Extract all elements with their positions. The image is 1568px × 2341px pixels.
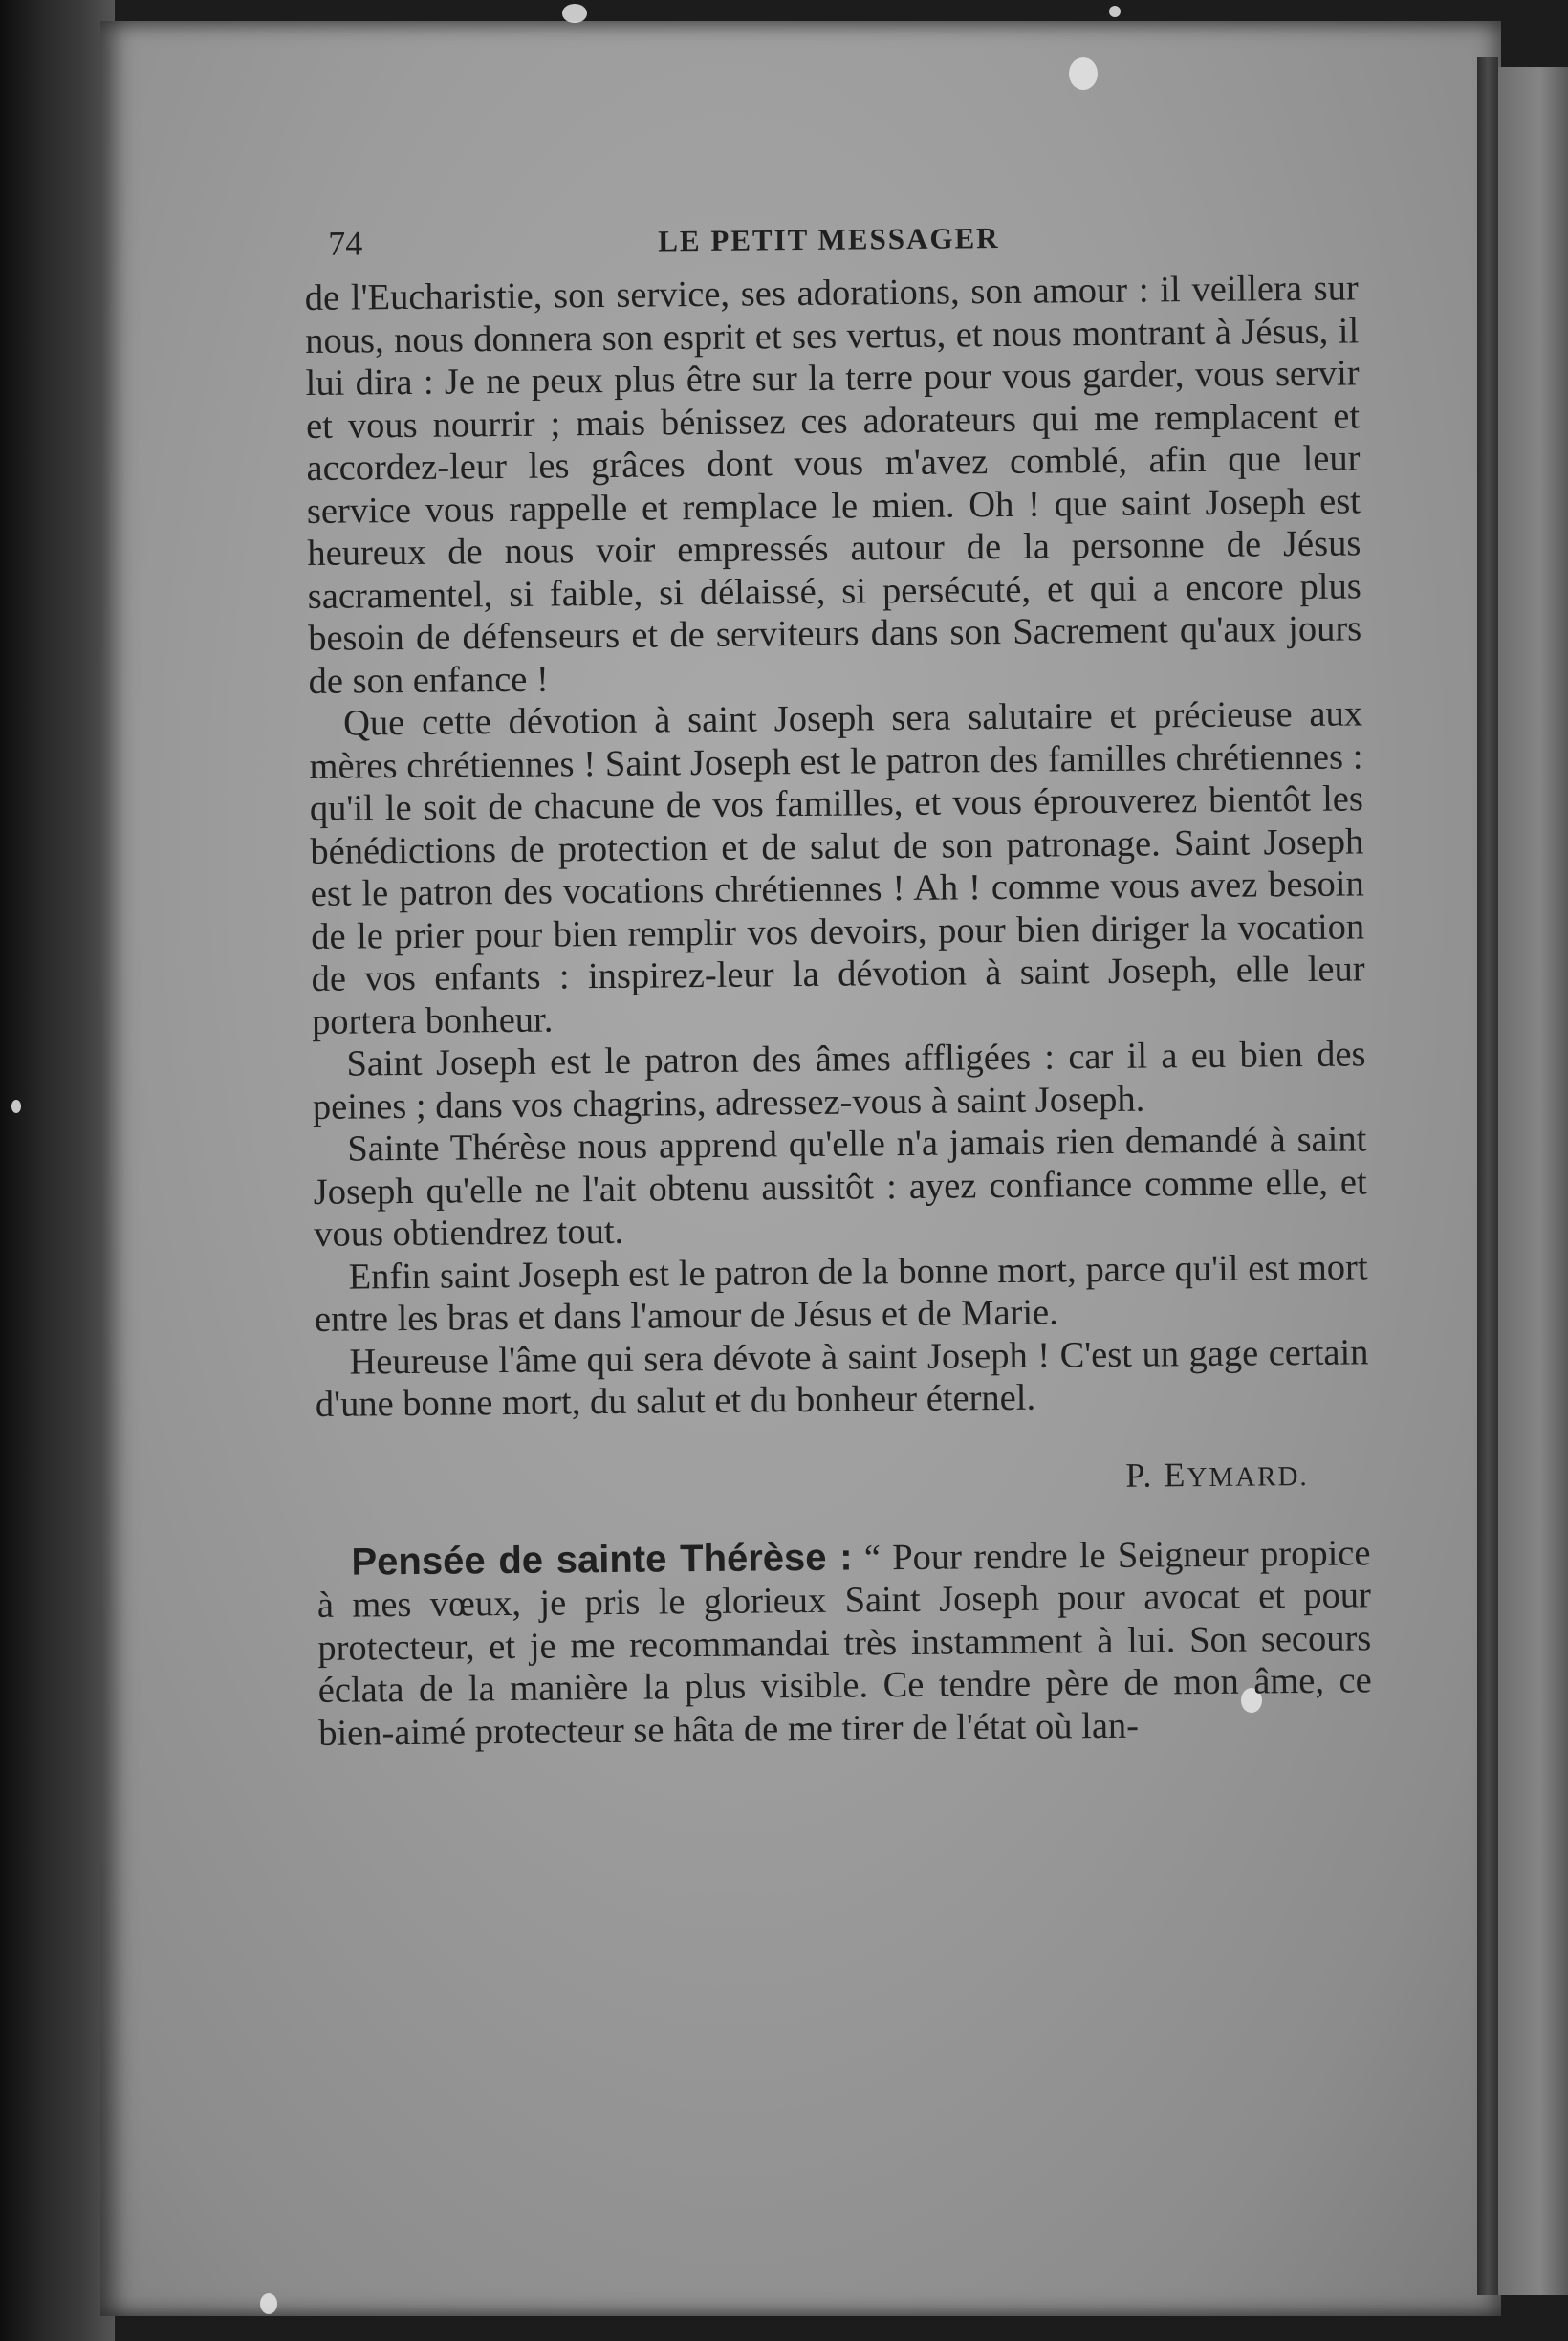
- paragraph: Heureuse l'âme qui sera dévote à saint Joseph ! C'est un gage certain d'une bonne mort, du salut et du bonheur éternel.: [315, 1331, 1369, 1425]
- paragraph: Enfin saint Joseph est le patron de la bonne mort, parce qu'il est mort entre les bras et dans l'amour de Jésus et de Marie.: [314, 1246, 1368, 1340]
- dust-speck: [562, 4, 587, 23]
- running-head: [304, 208, 1359, 277]
- pensee-text: “ Pour rendre le Seigneur propice à mes vœux, je pris le glorieux Saint Joseph pour avocat et pour protecteur, et je me recommandai très instamment à lui. Son secours éclata de la manière la plus visible. Ce tendre père de mon âme, ce bien-aimé protecteur se hâta de me tirer de l'état où lan-: [316, 1532, 1372, 1754]
- running-title: LE PETIT MESSAGER: [658, 221, 1000, 258]
- paragraph: Sainte Thérèse nous apprend qu'elle n'a jamais rien demandé à saint Joseph qu'elle ne l'ait obtenu aussitôt : ayez confiance comme elle, et vous obtiendrez tout.: [313, 1119, 1367, 1255]
- pensee-paragraph: [316, 1531, 1372, 1755]
- dust-speck: [1069, 57, 1098, 90]
- dust-speck: [11, 1100, 21, 1113]
- adjacent-page-edge: [1498, 67, 1568, 2295]
- paragraph: Que cette dévotion à saint Joseph sera salutaire et précieuse aux mères chrétiennes ! Saint Joseph est le patron des familles chrétiennes : qu'il le soit de chacune de vos familles, et vous éprouverez bientôt les bénédictions de protection et de salut de son patronage. Saint Joseph est le patron des vocations chrétiennes ! Ah ! comme vous avez besoin de le prier pour bien remplir vos devoirs, pour bien diriger la vocation de vos enfants : inspirez-leur la dévotion à saint Joseph, elle leur portera bonheur.: [309, 693, 1365, 1042]
- signature-initial: P. E: [1125, 1455, 1187, 1495]
- page-number: 74: [328, 224, 363, 263]
- book-gutter: [0, 0, 115, 2341]
- dust-speck: [1109, 6, 1121, 17]
- page-text: [304, 208, 1372, 1755]
- pensee-heading: Pensée de sainte Thérèse :: [351, 1536, 853, 1584]
- signature-small-caps: YMARD.: [1187, 1460, 1309, 1493]
- dust-speck: [260, 2293, 277, 2314]
- book-spine: [1477, 57, 1498, 2295]
- paragraph: de l'Eucharistie, son service, ses adorations, son amour : il veillera sur nous, nous donnera son esprit et ses vertus, et nous montrant à Jésus, il lui dira : Je ne peux plus être sur la terre pour vous garder, vous servir et vous nourrir ; mais bénissez ces adorateurs qui me remplacent et accordez-leur les grâces dont vous m'avez comblé, afin que leur service vous rappelle et remplace le mien. Oh ! que saint Joseph est heureux de nous voir empressés autour de la personne de Jésus sacramentel, si faible, si délaissé, si persécuté, et qui a encore plus besoin de défenseurs et de serviteurs dans son Sacrement qu'aux jours de son enfance !: [304, 268, 1362, 702]
- paragraph: Saint Joseph est le patron des âmes affligées : car il a eu bien des peines ; dans vos chagrins, adressez-vous à saint Joseph.: [312, 1034, 1366, 1127]
- author-signature: [316, 1453, 1308, 1502]
